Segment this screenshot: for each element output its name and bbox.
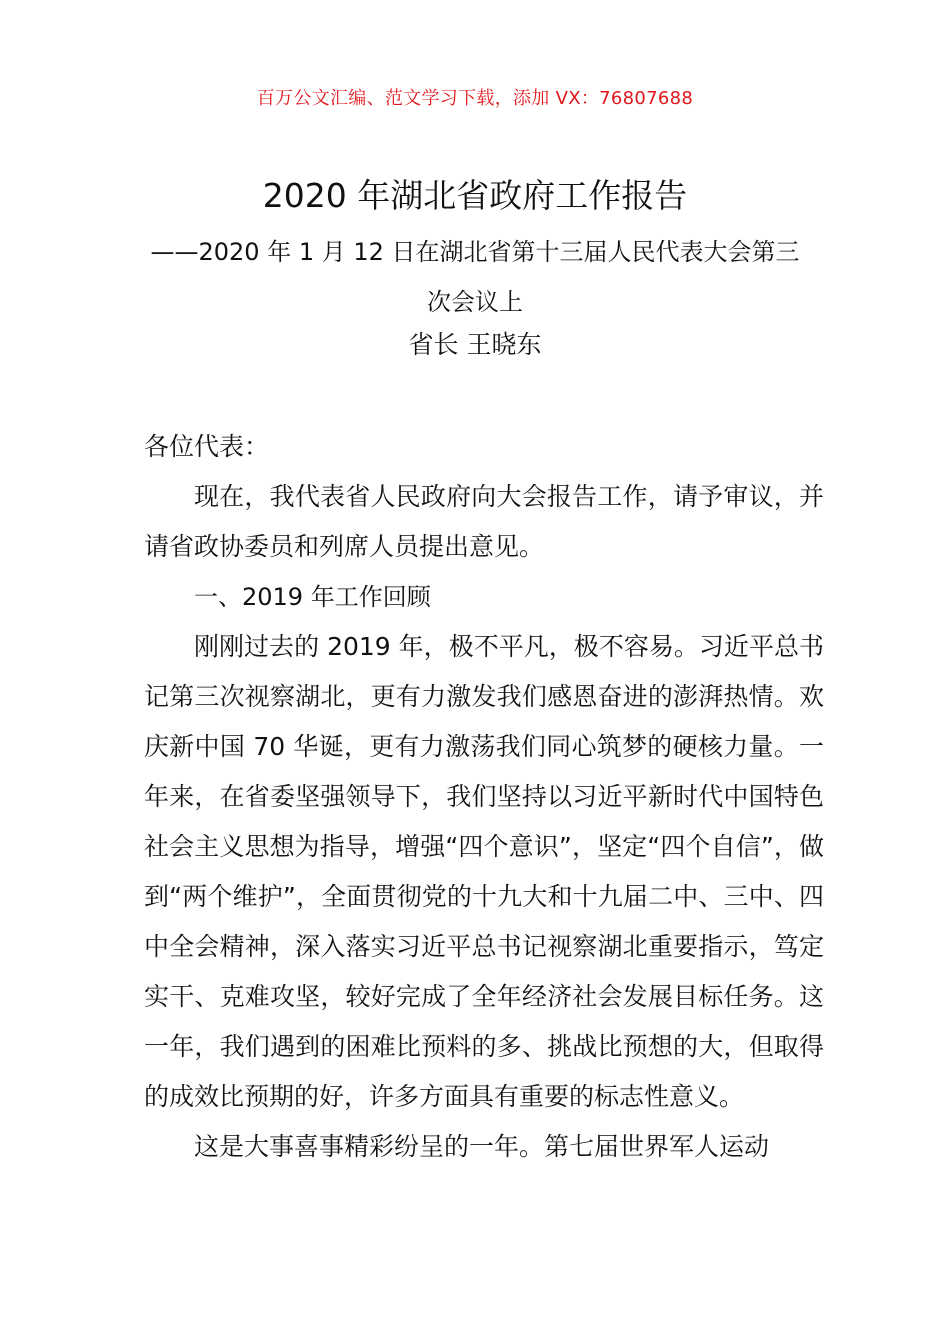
document-title: 2020 年湖北省政府工作报告: [262, 176, 688, 215]
watermark-banner: 百万公文汇编、范文学习下载，添加 VX：76807688: [256, 88, 694, 109]
paragraph-review: 刚刚过去的 2019 年，极不平凡，极不容易。习近平总书记第三次视察湖北，更有力激发我们感恩奋进的澎湃热情。欢庆新中国 70 华诞，更有力激荡我们同心筑梦的硬核力量。一年来，在省委坚强领导下，我们坚持以习近平新时代中国特色社会主义思想为指导，增强“四个意识”，坚定“四个自信”，做到“两个维护”，全面贯彻党的十九大和十九届二中、三中、四中全会精神，深入落实习近平总书记视察湖北重要指示，笃定实干、克难攻坚，较好完成了全年经济社会发展目标任务。这一年，我们遇到的困难比预料的多、挑战比预想的大，但取得的成效比预期的好，许多方面具有重要的标志性意义。: [144, 632, 824, 1111]
paragraph-events: 这是大事喜事精彩纷呈的一年。第七届世界军人运动: [194, 1132, 770, 1161]
paragraph-intro: 现在，我代表省人民政府向大会报告工作，请予审议，并请省政协委员和列席人员提出意见。: [144, 482, 824, 561]
document-subtitle: ——2020 年 1 月 12 日在湖北省第十三届人民代表大会第三次会议上: [150, 238, 800, 316]
document-author: 省长 王晓东: [408, 330, 542, 359]
salutation: 各位代表：: [144, 432, 270, 461]
section-heading: 一、2019 年工作回顾: [194, 583, 431, 611]
document-body: [144, 422, 824, 1172]
